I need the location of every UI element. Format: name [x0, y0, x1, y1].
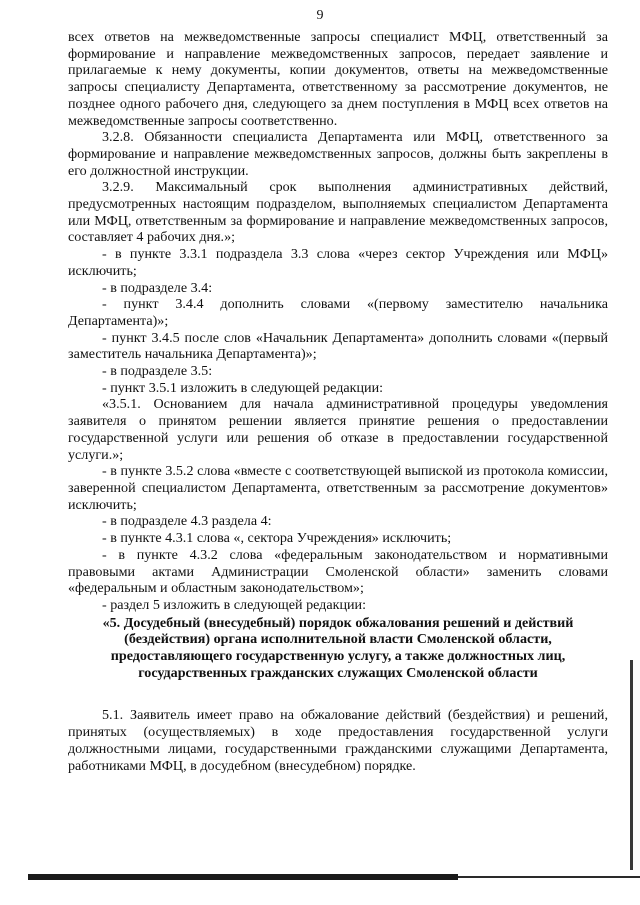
closing-paragraph: 5.1. Заявитель имеет право на обжалование действий (бездействия) и решений, принятых (осуществляемых) в ходе предоставления государственной услуги должностными лицами, государственными гражданскими служащими Департамента, работниками МФЦ, в досудебном (внесудебном) порядке.: [68, 707, 608, 774]
section-spacer: [68, 681, 608, 707]
paragraph: - в пункте 3.5.2 слова «вместе с соответствующей выпиской из протокола комиссии, заверенной специалистом Департамента, ответственным за рассмотрение документов» исключить;: [68, 463, 608, 513]
paragraph: 3.2.8. Обязанности специалиста Департамента или МФЦ, ответственного за формирование и направление межведомственных запросов, должны быть закреплены в его должностной инструкции.: [68, 129, 608, 179]
paragraph: - пункт 3.5.1 изложить в следующей редакции:: [102, 379, 384, 396]
paragraph: - в пункте 4.3.2 слова «федеральным законодательством и нормативными правовыми актами Администрации Смоленской области» заменить словами «федеральным и областным законодательством»;: [68, 546, 608, 597]
paragraph: - в пункте 4.3.1 слова «, сектора Учреждения» исключить;: [102, 530, 452, 547]
page-number: 9: [316, 8, 324, 23]
paragraph: - пункт 3.4.5 после слов «Начальник Департамента» дополнить словами «(первый заместитель начальника Департамента)»;: [68, 329, 608, 363]
section-heading-line: (бездействия) органа исполнительной власти Смоленской области,: [124, 631, 552, 648]
section-heading-line: предоставляющего государственную услугу, а также должностных лиц,: [110, 648, 566, 665]
paragraph: - в подразделе 3.5:: [102, 363, 213, 380]
paragraph: «3.5.1. Основанием для начала административной процедуры уведомления заявителя о принятом решении является принятие решения о предоставлении государственной услуги или решения об отказе в предоставлении государственной услуги.»;: [68, 396, 608, 463]
paragraph: - раздел 5 изложить в следующей редакции:: [102, 596, 367, 613]
section-heading-line: государственных гражданских служащих Смоленской области: [138, 664, 538, 681]
scan-edge-line: [458, 876, 640, 878]
scan-edge-right: [630, 660, 633, 870]
section-heading: [68, 615, 608, 682]
paragraph: - пункт 3.4.4 дополнить словами «(первому заместителю начальника Департамента)»;: [68, 296, 608, 329]
document-body: [68, 29, 608, 774]
paragraph: - в подразделе 3.4:: [102, 279, 213, 296]
paragraph: - в подразделе 4.3 раздела 4:: [102, 513, 272, 530]
paragraph: - в пункте 3.3.1 подраздела 3.3 слова «через сектор Учреждения или МФЦ» исключить;: [68, 246, 608, 279]
scan-edge-bar: [28, 874, 458, 880]
paragraph: всех ответов на межведомственные запросы специалист МФЦ, ответственный за формирование и направление межведомственных запросов, передает заявление и прилагаемые к нему документы, копии документов, ответы на межведомственные запросы специалисту Департамента, ответственному за рассмотрение документов, не позднее одного рабочего дня, следующего за днем поступления в МФЦ всех ответов на межведомственные запросы соответственно.: [68, 29, 608, 129]
section-heading-line: «5. Досудебный (внесудебный) порядок обжалования решений и действий: [102, 614, 574, 631]
paragraph: 3.2.9. Максимальный срок выполнения административных действий, предусмотренных настоящим подразделом, выполняемых специалистом Департамента или МФЦ, ответственным за формирование и направление межведомственных запросов, составляет 4 рабочих дня.»;: [68, 179, 608, 246]
